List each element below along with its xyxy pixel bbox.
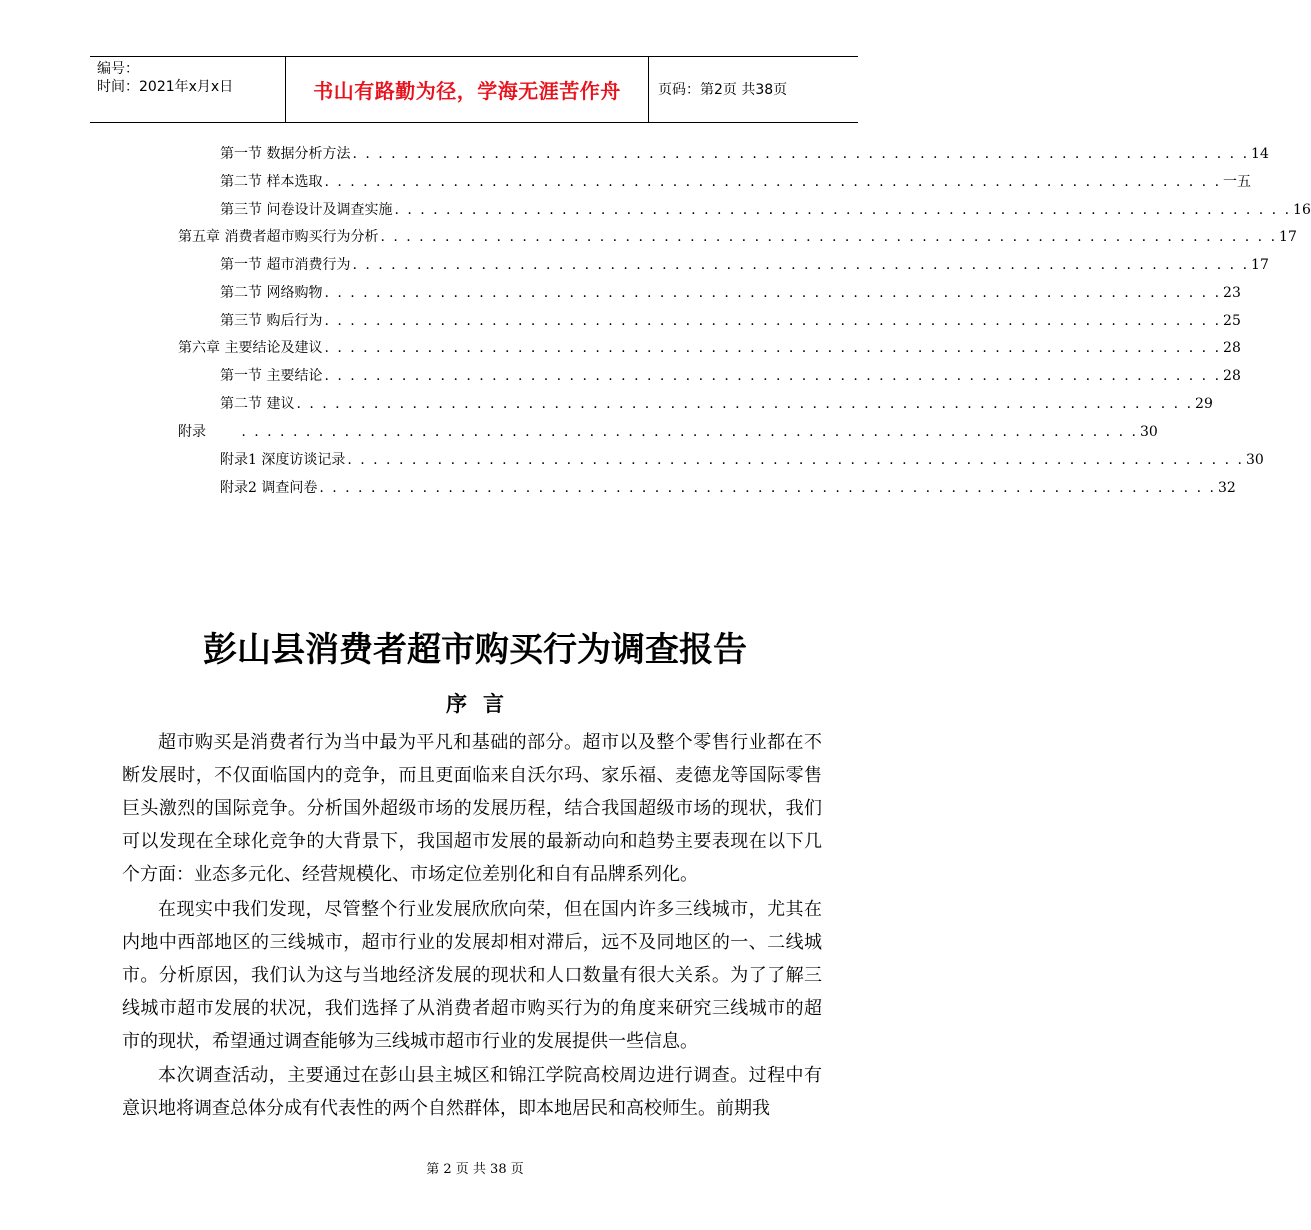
toc-leader: . . . . . . . . . . . . . . . . . . . . . . . . . . . . . . . . . . . . . . . . . . . . . . . . . . . . . . . . . . . . . . . . . . . . . . (380, 229, 1278, 245)
toc-entry[interactable] (178, 337, 1241, 359)
toc-entry[interactable] (220, 171, 1252, 193)
toc-entry-page: 17 (1279, 229, 1297, 245)
toc-entry-title: 第六章 主要结论及建议 (178, 340, 323, 356)
toc-entry-title: 第三节 问卷设计及调查实施 (220, 202, 393, 218)
header-page-info: 页码：第2页 共38页 (658, 82, 788, 98)
toc-entry-title: 第一节 数据分析方法 (220, 146, 351, 162)
toc-entry-title: 第二节 样本选取 (220, 174, 323, 190)
page-footer: 第 2 页 共 38 页 (426, 1162, 524, 1177)
toc-entry[interactable] (220, 477, 1236, 499)
toc-entry-page: 一五 (1223, 174, 1252, 190)
toc-leader: . . . . . . . . . . . . . . . . . . . . . . . . . . . . . . . . . . . . . . . . . . . . . . . . . . . . . . . . . . . . . . . . . . . . . . (324, 340, 1222, 356)
toc-entry[interactable] (220, 254, 1269, 276)
toc-leader: . . . . . . . . . . . . . . . . . . . . . . . . . . . . . . . . . . . . . . . . . . . . . . . . . . . . . . . . . . . . . . . . . . . . . . (296, 396, 1194, 412)
toc-entry-page: 30 (1139, 424, 1158, 440)
toc-leader: . . . . . . . . . . . . . . . . . . . . . . . . . . . . . . . . . . . . . . . . . . . . . . . . . . . . . . . . . . . . . . . . . . . . . . (352, 146, 1250, 162)
header-divider-right (648, 56, 649, 123)
header-top-rule (90, 56, 858, 57)
toc-entry-page: 16 (1293, 202, 1311, 218)
toc-leader: . . . . . . . . . . . . . . . . . . . . . . . . . . . . . . . . . . . . . . . . . . . . . . . . . . . . . . . . . . . . . . . . . . . . . . (324, 313, 1222, 329)
document-title: 彭山县消费者超市购买行为调查报告 (203, 630, 747, 670)
toc-entry-title: 第一节 主要结论 (220, 368, 323, 384)
toc-entry-page: 32 (1217, 480, 1236, 496)
toc-entry-page: 30 (1245, 452, 1264, 468)
toc-entry-page: 29 (1195, 396, 1213, 412)
toc-entry-page: 23 (1223, 285, 1241, 301)
header-motto: 书山有路勤为径，学海无涯苦作舟 (313, 79, 621, 103)
toc-entry[interactable] (220, 365, 1241, 387)
toc-entry-title: 第五章 消费者超市购买行为分析 (178, 229, 379, 245)
toc-entry-title: 第二节 建议 (220, 396, 295, 412)
header-bottom-rule (90, 122, 858, 123)
toc-entry[interactable] (178, 421, 1158, 443)
toc-leader: . . . . . . . . . . . . . . . . . . . . . . . . . . . . . . . . . . . . . . . . . . . . . . . . . . . . . . . . . . . . . . . . . . . . . . (352, 257, 1250, 273)
toc-entry[interactable] (220, 143, 1269, 165)
paragraph: 在现实中我们发现，尽管整个行业发展欣欣向荣，但在国内许多三线城市，尤其在内地中西部地区的三线城市，超市行业的发展却相对滞后，远不及同地区的一、二线城市。分析原因，我们认为这与当地经济发展的现状和人口数量有很大关系。为了了解三线城市超市发展的状况，我们选择了从消费者超市购买行为的角度来研究三线城市的超市的现状，希望通过调查能够为三线城市超市行业的发展提供一些信息。 (122, 899, 822, 1052)
toc-entry-title: 第一节 超市消费行为 (220, 257, 351, 273)
toc-entry-title: 第二节 网络购物 (220, 285, 323, 301)
toc-leader: . . . . . . . . . . . . . . . . . . . . . . . . . . . . . . . . . . . . . . . . . . . . . . . . . . . . . . . . . . . . . . . . . . . . . . (324, 174, 1222, 190)
toc-entry[interactable] (178, 226, 1297, 248)
toc-leader: . . . . . . . . . . . . . . . . . . . . . . . . . . . . . . . . . . . . . . . . . . . . . . . . . . . . . . . . . . . . . . . . . . . . . . (241, 424, 1138, 440)
toc-leader: . . . . . . . . . . . . . . . . . . . . . . . . . . . . . . . . . . . . . . . . . . . . . . . . . . . . . . . . . . . . . . . . . . . . . . (394, 202, 1292, 218)
toc-entry-page: 28 (1223, 340, 1241, 356)
toc-entry[interactable] (220, 449, 1264, 471)
toc-entry[interactable] (220, 310, 1241, 332)
toc-leader: . . . . . . . . . . . . . . . . . . . . . . . . . . . . . . . . . . . . . . . . . . . . . . . . . . . . . . . . . . . . . . . . . . . . . . (324, 368, 1222, 384)
toc-leader: . . . . . . . . . . . . . . . . . . . . . . . . . . . . . . . . . . . . . . . . . . . . . . . . . . . . . . . . . . . . . . . . . . . . . . (319, 480, 1216, 496)
toc-entry-page: 28 (1223, 368, 1241, 384)
toc-entry[interactable] (220, 199, 1311, 221)
toc-entry[interactable] (220, 393, 1213, 415)
toc-leader: . . . . . . . . . . . . . . . . . . . . . . . . . . . . . . . . . . . . . . . . . . . . . . . . . . . . . . . . . . . . . . . . . . . . . . (324, 285, 1222, 301)
section-title-preface: 序言 (446, 692, 520, 716)
toc-entry-page: 14 (1251, 146, 1269, 162)
header-time-label: 时间：2021年x月x日 (97, 79, 234, 95)
toc-entry[interactable] (220, 282, 1241, 304)
toc-entry-title: 附录 (178, 424, 220, 440)
paragraph: 本次调查活动，主要通过在彭山县主城区和锦江学院高校周边进行调查。过程中有意识地将调查总体分成有代表性的两个自然群体，即本地居民和高校师生。前期我 (122, 1065, 822, 1119)
toc-entry-title: 第三节 购后行为 (220, 313, 323, 329)
toc-leader: . . . . . . . . . . . . . . . . . . . . . . . . . . . . . . . . . . . . . . . . . . . . . . . . . . . . . . . . . . . . . . . . . . . . . . (347, 452, 1244, 468)
toc-entry-page: 17 (1251, 257, 1269, 273)
header-number-label: 编号： (97, 61, 139, 77)
toc-entry-title: 附录2 调查问卷 (220, 480, 318, 496)
toc-entry-page: 25 (1223, 313, 1241, 329)
toc-entry-title: 附录1 深度访谈记录 (220, 452, 346, 468)
header-meta (97, 60, 233, 96)
paragraph: 超市购买是消费者行为当中最为平凡和基础的部分。超市以及整个零售行业都在不断发展时，不仅面临国内的竞争，而且更面临来自沃尔玛、家乐福、麦德龙等国际零售巨头激烈的国际竞争。分析国外超级市场的发展历程，结合我国超级市场的现状，我们可以发现在全球化竞争的大背景下，我国超市发展的最新动向和趋势主要表现在以下几个方面：业态多元化、经营规模化、市场定位差别化和自有品牌系列化。 (122, 732, 822, 885)
